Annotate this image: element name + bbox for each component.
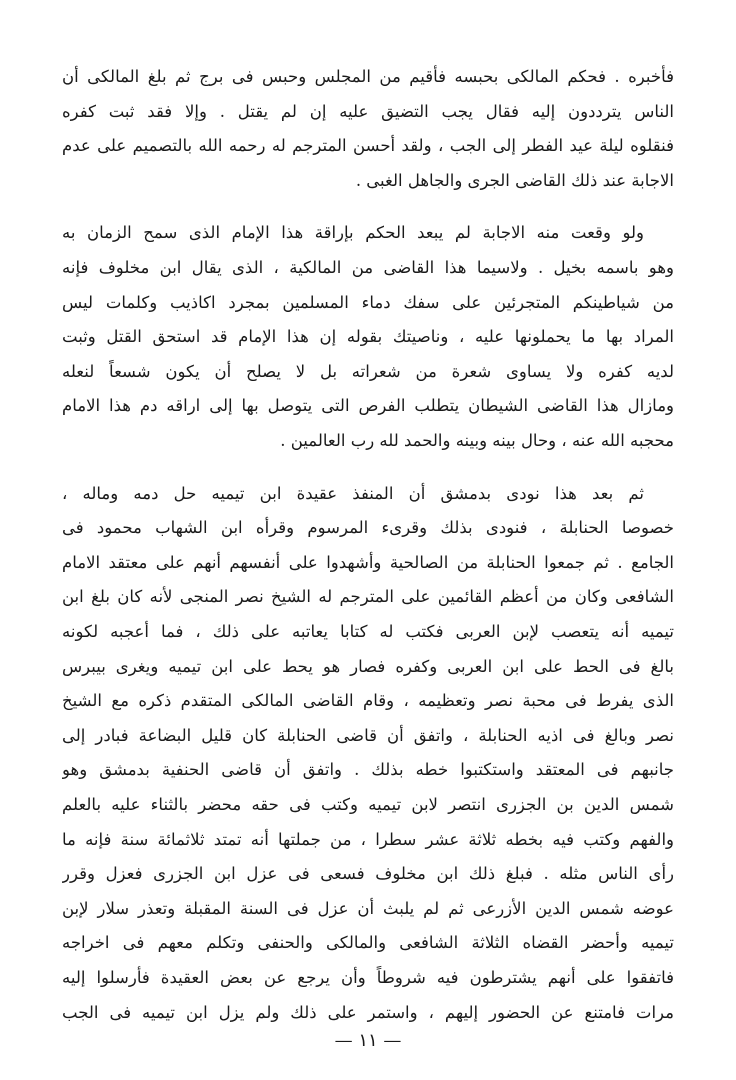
text-line: ولو وقعت منه الاجابة لم يبعد الحكم بإراقة هذا الإمام الذى سمح الزمان به (62, 223, 644, 243)
text-line: مرات فامتنع عن الحضور إليهم ، واستمر على ذلك ولم يزل ابن تيميه فى الجب (62, 1002, 674, 1022)
page-number: — ١١ — (334, 1030, 402, 1051)
text-line: ومازال هذا القاضى الشيطان يتطلب الفرص التى يتوصل بها إلى اراقه دم هذا الامام (62, 396, 674, 416)
text-line: نصر وبالغ فى اذيه الحنابلة ، واتفق أن قاضى الحنابلة كان قليل البضاعة فبادر إلى (62, 725, 674, 745)
text-line: محجبه الله عنه ، وحال بينه وبينه والحمد لله رب العالمين . (280, 431, 674, 450)
document-page (62, 0, 674, 1080)
text-line: جانبهم فى المعتقد واستكتبوا خطه بذلك . واتفق أن قاضى الحنفية بدمشق وهو (62, 760, 674, 780)
text-line: خصوصا الحنابلة ، فنودى بذلك وقرىء المرسوم وقرأه ابن الشهاب محمود فى (62, 518, 674, 538)
text-line: بالغ فى الحط على ابن العربى وكفره فصار هو يحط على ابن تيميه ويغرى بيبرس (62, 656, 674, 676)
text-line: عوضه شمس الدين الأزرعى ثم لم يلبث أن عزل فى السنة المقبلة وتعذر سلار لإبن (62, 898, 674, 918)
text-line: وهو باسمه بخيل . ولاسيما هذا القاضى من المالكية ، الذى يقال ابن مخلوف فإنه (62, 258, 674, 277)
text-line: لديه كفره ولا يساوى شعرة من شعراته بل لا يصلح أن يكون شسعاً لنعله (62, 361, 674, 381)
text-line: الجامع . ثم جمعوا الحنابلة من الصالحية وأشهدوا على أنفسهم أنهم على معتقد الامام (62, 552, 674, 572)
text-line: المراد بها ما يحملونها عليه ، وناصيتك بقوله إن هذا الإمام قد استحق القتل وثبت (62, 327, 674, 347)
text-line: فاتفقوا على أنهم يشترطون فيه شروطاً وأن يرجع عن بعض العقيدة فأرسلوا إليه (62, 968, 674, 987)
text-line: من شياطينكم المتجرئين على سفك دماء المسلمين بمجرد اكاذيب وكلمات ليس (62, 292, 674, 312)
text-line: رأى الناس مثله . فبلغ ذلك ابن مخلوف فسعى فى عزل ابن الجزرى فعزل وقرر (62, 864, 674, 884)
text-line: الشافعى وكان من أعظم القائمين على المترجم له الشيخ نصر المنجى لأنه كان بلغ ابن (62, 587, 674, 607)
text-line: تيميه أنه يتعصب لإبن العربى فكتب له كتابا يعاتبه على ذلك ، فما أعجبه لكونه (62, 622, 674, 641)
text-line: شمس الدين بن الجزرى انتصر لابن تيميه وكتب فى حقه محضر بالثناء عليه بالعلم (62, 795, 674, 814)
text-line: تيميه وأحضر القضاه الثلاثة الشافعى والمالكى والحنفى وتكلم معهم فى اخراجه (62, 933, 674, 953)
text-line: فأخبره . فحكم المالكى بحبسه فأقيم من المجلس وحبس فى برج ثم بلغ المالكى أن (62, 67, 674, 86)
text-line: فنقلوه ليلة عيد الفطر إلى الجب ، ولقد أحسن المترجم له رحمه الله بالتصميم على عدم (62, 136, 674, 156)
text-line: الاجابة عند ذلك القاضى الجرى والجاهل الغبى . (355, 170, 674, 190)
text-line: والفهم وكتب فيه بخطه ثلاثة عشر سطرا ، من جملتها أنه تمتد ثلاثمائة سنة فإنه ما (62, 829, 674, 849)
text-line: الذى يفرط فى محبة نصر وتعظيمه ، وقام القاضى المالكى المتقدم ذكره مع الشيخ (62, 691, 674, 711)
text-line: ثم بعد هذا نودى بدمشق أن المنفذ عقيدة ابن تيميه حل دمه وماله ، (62, 483, 644, 503)
text-line: الناس يترددون إليه فقال يجب التضيق عليه إن لم يقتل . وإلا فقد ثبت كفره (62, 101, 674, 121)
